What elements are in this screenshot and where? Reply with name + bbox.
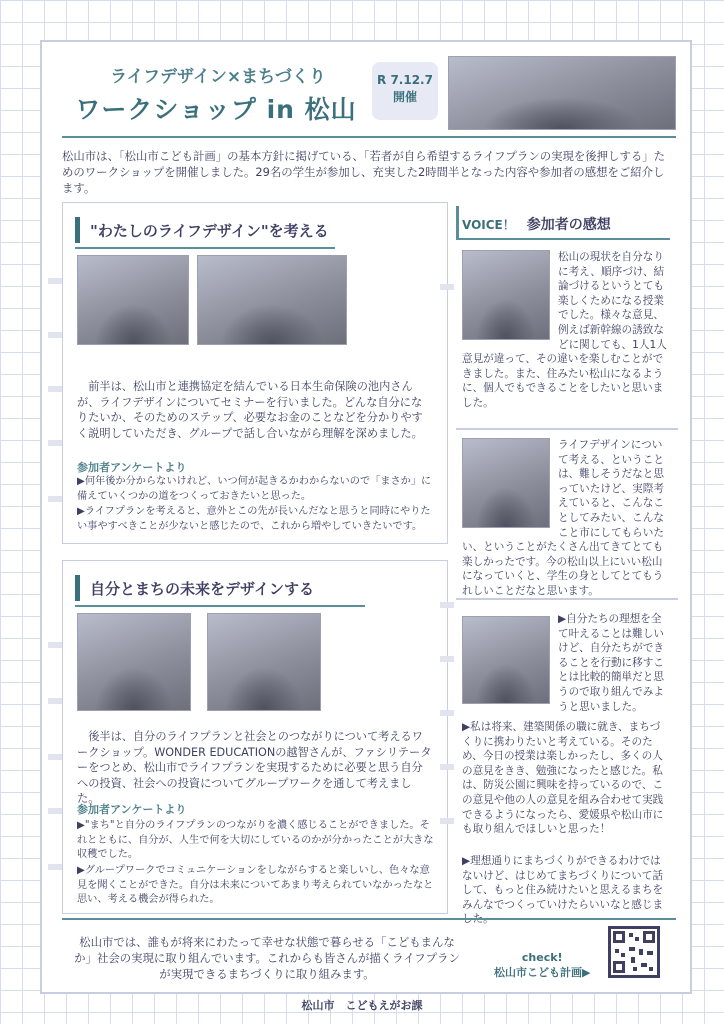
voice-separator [456, 428, 678, 430]
decor-notch [48, 698, 62, 704]
organization-name: 松山市 こどもえがお課 [301, 999, 423, 1012]
section1-body: 前半は、松山市と連携協定を結んでいる日本生命保険の池内さんが、ライフデザインについてセミナーを行いました。どんな自分になりたいか、そのためのステップ、必要なお金のことなどを分かりやすく説明していただき、グループで話し合いながら理解を深めました。 [77, 380, 423, 440]
header-divider [62, 136, 676, 138]
float-spacer [462, 438, 558, 528]
check-label: check! [521, 951, 563, 964]
seminar-speaker-photo [77, 255, 189, 345]
section1-header [75, 217, 329, 243]
section2-survey-title: 参加者アンケートより [77, 803, 187, 816]
decor-notch [48, 440, 62, 446]
footer-divider [62, 918, 676, 920]
header-title-line2: ワークショップ in 松山 [75, 95, 357, 124]
groupwork-photo-1 [77, 613, 191, 711]
voice-comment-1-text: 松山の現状を自分なりに考え、順序づけ、結論づけるというとても楽しくためになる授業でした。様々な意見、例えば新幹線の誘致などに関しても、1人1人意見が違って、その違いを楽しむことができました。また、住みたい松山になるように、個人でもできることをしたいと思いました。 [462, 251, 667, 409]
voice-label: VOICE！ [462, 218, 515, 232]
intro-text: 松山市は、「松山市こども計画」の基本方針に掲げている、「若者が自ら希望するライフプランの実現を後押しする」ためのワークショップを開催しました。29名の学生が参加し、充実した2時間半となった内容や参加者の感想をご紹介します。 [62, 149, 666, 195]
section1-box [62, 202, 448, 544]
voice-comment-1 [462, 250, 670, 411]
section2-accent-bar [75, 575, 80, 601]
section1-survey-item-2: ▶ライフプランを考えると、意外とこの先が長いんだなと思うと同時にやりたい事やすべきことが少ないと感じたので、これから増やしていきたいです。 [77, 506, 431, 532]
section1-survey-item-1: ▶何年後か分からないけれど、いつ何が起きるかわからないので「まさか」に備えていくつかの道をつくっておきたいと思った。 [77, 476, 432, 502]
event-date-suffix: 開催 [392, 90, 417, 104]
voice-underline [456, 238, 670, 240]
voice-comment-4: ▶私は将来、建築関係の職に就き、まちづくりに携わりたいと考えている。そのため、今日の授業は楽しかったし、多くの人の意見をきき、勉強になったと感じた。私は、防災公園に興味を持っているので、この意見や他の人の意見を組み合わせて実践できるようになったら、愛媛県や松山市にも取り組んでほしいと思った！ [462, 721, 664, 836]
decor-notch [440, 818, 454, 824]
check-link[interactable]: 松山市こども計画▶ [494, 966, 591, 979]
voice-comment-3-text: ▶自分たちの理想を全て叶えることは難しいけど、自分たちができることを行動に移すことは比較的簡単だと思うので取り組んでみようと思いました。 [558, 613, 664, 713]
qr-code[interactable] [608, 926, 660, 978]
float-spacer [462, 612, 558, 712]
check-callout[interactable] [494, 950, 590, 980]
footer-message: 松山市では、誰もが将来にわたって幸せな状態で暮らせる「こどもまんなか」社会の実現に取り組んでいます。これからも皆さんが描くライフプランが実現できるまちづくりに取り組みます。 [74, 935, 460, 981]
decor-notch [48, 754, 62, 760]
workshop-hall-photo [448, 56, 676, 130]
decor-notch [440, 710, 454, 716]
section2-title: 自分とまちの未来をデザインする [90, 579, 314, 598]
qr-code-graphic [611, 929, 657, 975]
decor-notch [48, 808, 62, 814]
groupwork-photo-2 [207, 613, 321, 711]
float-spacer [462, 250, 558, 340]
voice-comment-3 [462, 612, 670, 714]
section1-title: "わたしのライフデザイン"を考える [90, 221, 329, 240]
voice-accent-bar [456, 206, 459, 238]
section2-underline [75, 605, 365, 607]
header-title-line1: ライフデザイン×まちづくり [110, 67, 326, 87]
section2-box [62, 560, 448, 914]
decor-notch [48, 642, 62, 648]
decor-notch [48, 496, 62, 502]
voice-comment-2 [462, 438, 670, 599]
voice-comment-5: ▶理想通りにまちづくりができるわけではないけど、はじめてまちづくりについて話して、もっと住み続けたいと思えるまちをみんなでつくっていけたらいいなと感じま [462, 855, 664, 911]
decor-notch [48, 386, 62, 392]
voice-header [462, 214, 611, 234]
section2-survey-item-2: ▶グループワークでコミュニケーションをしながらすると楽しいし、色々な意見を聞くことができた。自分は未来についてあまり考えられていなかったなと思い、考える機会が得られた。 [77, 865, 434, 905]
section1-accent-bar [75, 217, 80, 243]
decor-notch [48, 332, 62, 338]
newsletter-sheet [40, 40, 692, 994]
event-date: R 7.12.7 [377, 73, 433, 87]
decor-notch [440, 764, 454, 770]
event-date-badge [372, 62, 438, 120]
decor-notch [48, 278, 62, 284]
voice-comment-2-text: ライフデザインについて考える、ということは、難しそうだなと思っていたけど、実際考えていると、こんなことしてみたい、こんなこと市にしてもらいたい、ということがたくさん出てきてとても楽しかったです。今の松山以上にいい松山になっていくと、学生の身としてとてもうれしいことだなと思います。 [462, 439, 664, 597]
voice-separator [456, 598, 678, 600]
section1-survey-title: 参加者アンケートより [77, 461, 187, 474]
section2-body: 後半は、自分のライフプランと社会とのつながりについて考えるワークショップ。WONDER EDUCATIONの越智さんが、ファシリテーターをつとめ、松山市でライフプランを実現するために必要と思う自分への投資、社会への投資についてグループワークを通して考えました。 [77, 730, 432, 805]
seminar-audience-photo [197, 255, 347, 345]
section1-underline [75, 247, 335, 249]
section2-survey-item-1: ▶"まち"と自分のライフプランのつながりを濃く感じることができました。それとともに、自分が、人生で何を大切にしているのかが分かったことが大きな収穫でした。 [77, 820, 434, 860]
voice-title: 参加者の感想 [526, 217, 611, 233]
decor-notch [440, 602, 454, 608]
section2-header [75, 575, 314, 601]
decor-notch [440, 656, 454, 662]
decor-notch [440, 284, 454, 290]
decor-notch [48, 864, 62, 870]
